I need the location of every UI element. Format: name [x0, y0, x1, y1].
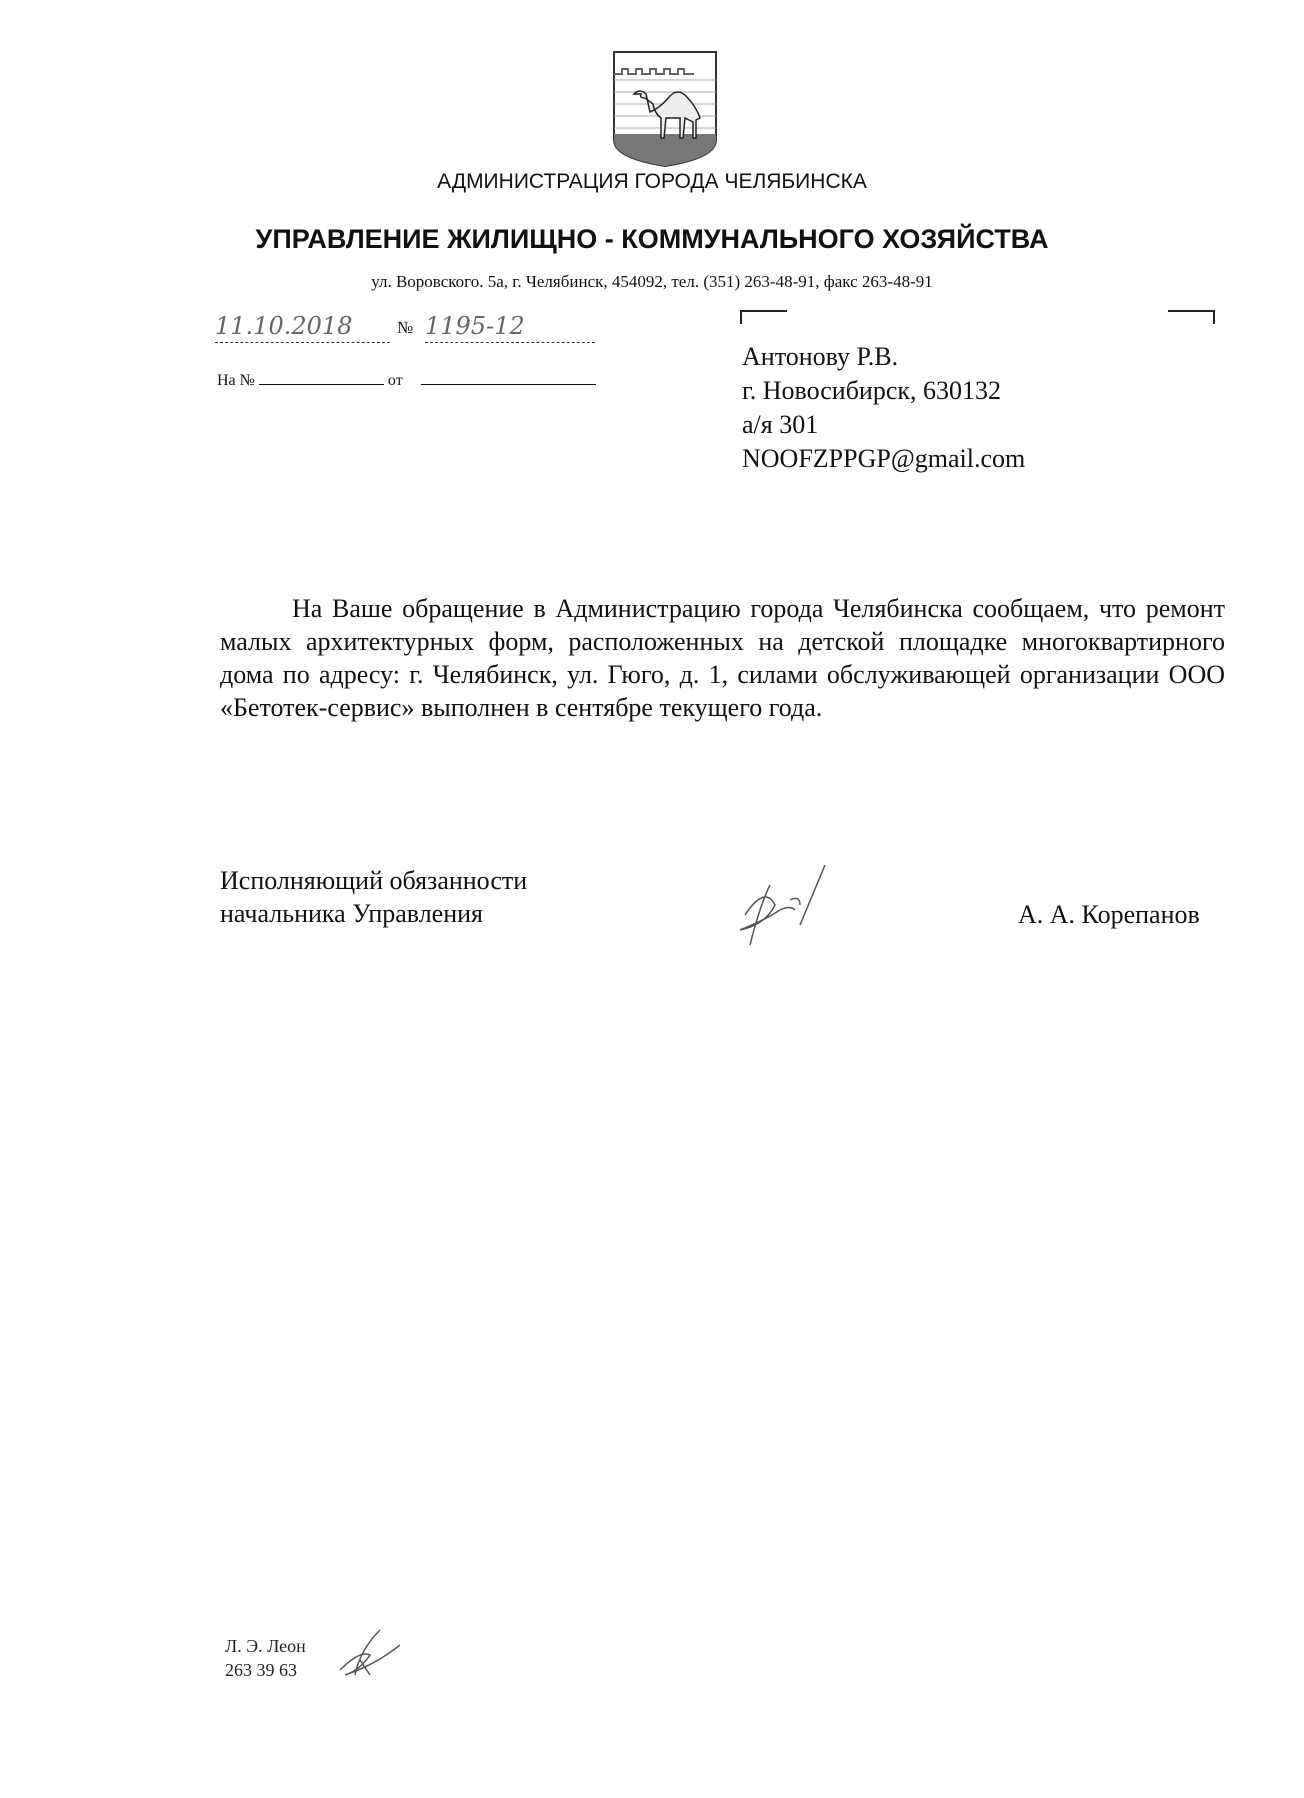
- department-name: УПРАВЛЕНИЕ ЖИЛИЩНО - КОММУНАЛЬНОГО ХОЗЯЙСТВА: [255, 224, 1049, 254]
- signatory-title-line2: начальника Управления: [220, 899, 484, 928]
- recipient-block: [742, 340, 1025, 476]
- executor-name: Л. Э. Леон: [225, 1636, 306, 1656]
- ref-from-label: от: [387, 372, 403, 389]
- handwritten-signature: [725, 855, 875, 975]
- number-sign: №: [397, 318, 414, 337]
- recipient-po-box: а/я 301: [742, 410, 819, 439]
- executor-phone: 263 39 63: [225, 1660, 297, 1680]
- body-paragraph: На Ваше обращение в Администрацию города Челябинска сообщаем, что ремонт малых архитектурных форм, расположенных на детской площадке многоквартирного дома по адресу: г. Челябинск, ул. Гюго, д. 1, силами обслуживающей организации ООО «Бетотек-сервис» выполнен в сентябре текущего года.: [220, 594, 1225, 722]
- signatory-title: [220, 864, 527, 930]
- registration-date: 11.10.2018: [215, 312, 390, 343]
- ref-date-blank: [421, 370, 596, 385]
- reference-row: [217, 370, 596, 390]
- address-bracket-right: [1168, 310, 1215, 324]
- recipient-name: Антонову Р.В.: [742, 342, 899, 371]
- recipient-city: г. Новосибирск, 630132: [742, 376, 1002, 405]
- recipient-email: NOOFZPPGP@gmail.com: [742, 444, 1026, 473]
- signatory-name: А. А. Корепанов: [1018, 900, 1200, 929]
- ref-number-blank: [259, 370, 384, 385]
- executor-signature: [330, 1625, 410, 1685]
- letter-body: [220, 592, 1225, 724]
- administration-name: АДМИНИСТРАЦИЯ ГОРОДА ЧЕЛЯБИНСКА: [437, 170, 867, 193]
- ref-number-label: На №: [217, 372, 255, 389]
- department-address: ул. Воровского. 5а, г. Челябинск, 454092, тел. (351) 263-48-91, факс 263-48-91: [371, 272, 933, 291]
- coat-of-arms-emblem: [612, 50, 718, 168]
- executor-block: [225, 1634, 306, 1682]
- signatory-title-line1: Исполняющий обязанности: [220, 866, 528, 895]
- address-bracket-left: [740, 310, 787, 324]
- registration-number: 1195-12: [425, 312, 595, 343]
